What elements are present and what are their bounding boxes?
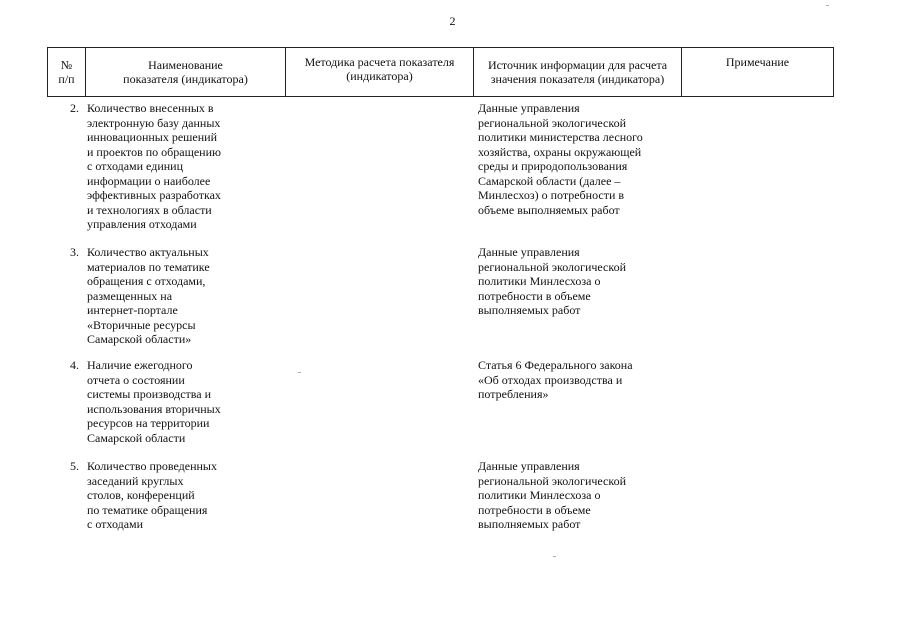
header-method: Методика расчета показателя (индикатора)	[286, 48, 474, 96]
info-source: Данные управления региональной экологической политики Минлесхоза о потребности в объеме выполняемых работ	[478, 245, 627, 317]
row-number: 3.	[70, 245, 79, 259]
header-note: Примечание	[725, 55, 790, 69]
table-header	[47, 47, 834, 97]
indicator-name: Количество внесенных в электронную базу данных инновационных решений и проектов по обращению с отходами единиц информации о наиболее эффективных разработках и технологиях в области управления отходами	[87, 101, 221, 231]
row-number: 4.	[70, 358, 79, 372]
scan-speck	[553, 556, 556, 557]
header-name: Наименование показателя (индикатора)	[86, 48, 286, 96]
indicator-name: Наличие ежегодного отчета о состоянии системы производства и использования вторичных ресурсов на территории Самарской области	[87, 358, 221, 445]
row-number: 2.	[70, 101, 79, 115]
header-source: Источник информации для расчета значения показателя (индикатора)	[474, 48, 682, 96]
scan-speck	[298, 372, 301, 373]
row-number: 5.	[70, 459, 79, 473]
info-source: Данные управления региональной экологической политики Минлесхоза о потребности в объеме выполняемых работ	[478, 459, 627, 531]
info-source: Данные управления региональной экологической политики министерства лесного хозяйства, охраны окружающей среды и природопользования Самарской области (далее – Минлесхоз) о потребности в объеме выполняемых работ	[478, 101, 643, 217]
page-number: 2	[449, 14, 456, 28]
indicator-name: Количество актуальных материалов по тематике обращения с отходами, размещенных на интернет-портале «Вторичные ресурсы Самарской области»	[87, 245, 210, 346]
indicator-name: Количество проведенных заседаний круглых столов, конференций по тематике обращения с отходами	[87, 459, 217, 531]
header-num: № п/п	[48, 48, 86, 96]
info-source: Статья 6 Федерального закона «Об отходах производства и потребления»	[478, 358, 633, 401]
scan-speck	[826, 5, 829, 6]
